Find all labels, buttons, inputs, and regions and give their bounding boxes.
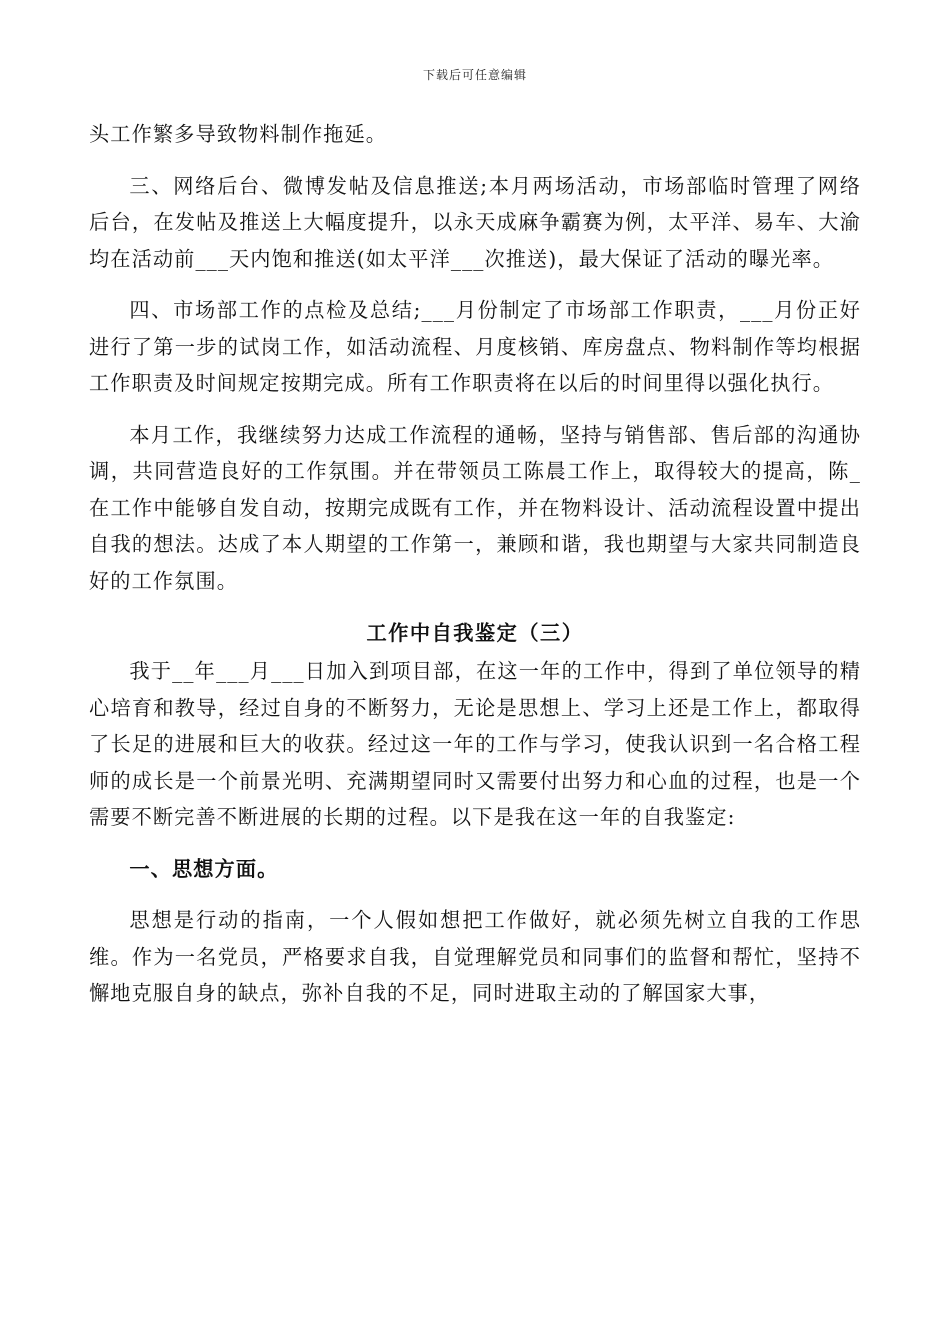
page-header-note: 下载后可任意编辑 — [422, 68, 527, 82]
paragraph-monthly-work: 本月工作，我继续努力达成工作流程的通畅，坚持与销售部、售后部的沟通协调，共同营造良好的工作氛围。并在带领员工陈晨工作上，取得较大的提高，陈_在工作中能够自发自动，按期完成既有工作，并在物料设计、活动流程设置中提出自我的想法。达成了本人期望的工作第一，兼顾和谐，我也期望与大家共同制造良好的工作氛围。 — [89, 422, 861, 593]
paragraph-thought: 思想是行动的指南，一个人假如想把工作做好，就必须先树立自我的工作思维。作为一名党员，严格要求自我，自觉理解党员和同事们的监督和帮忙，坚持不懈地克服自身的缺点，弥补自我的不足，同时进取主动的了解国家大事， — [89, 908, 861, 1005]
paragraph-self-assessment-intro: 我于__年___月___日加入到项目部，在这一年的工作中，得到了单位领导的精心培育和教导，经过自身的不断努力，无论是思想上、学习上还是工作上，都取得了长足的进展和巨大的收获。经过这一年的工作与学习，使我认识到一名合格工程师的成长是一个前景光明、充满期望同时又需要付出努力和心血的过程，也是一个需要不断完善不断进展的长期的过程。以下是我在这一年的自我鉴定: — [89, 659, 861, 829]
paragraph-network-backend: 三、网络后台、微博发帖及信息推送;本月两场活动，市场部临时管理了网络后台，在发帖及推送上大幅度提升，以永天成麻争霸赛为例，太平洋、易车、大渝均在活动前___天内饱和推送(如太平洋___次推送)，最大保证了活动的曝光率。 — [89, 173, 861, 271]
subheading-thought: 一、思想方面。 — [129, 856, 279, 881]
document-body — [89, 116, 861, 1012]
section-title: 工作中自我鉴定（三） — [366, 621, 584, 645]
paragraph-continuation: 头工作繁多导致物料制作拖延。 — [89, 122, 388, 146]
paragraph-market-dept-review: 四、市场部工作的点检及总结;___月份制定了市场部工作职责，___月份正好进行了第一步的试岗工作，如活动流程、月度核销、库房盘点、物料制作等均根据工作职责及时间规定按期完成。所有工作职责将在以后的时间里得以强化执行。 — [89, 298, 861, 395]
